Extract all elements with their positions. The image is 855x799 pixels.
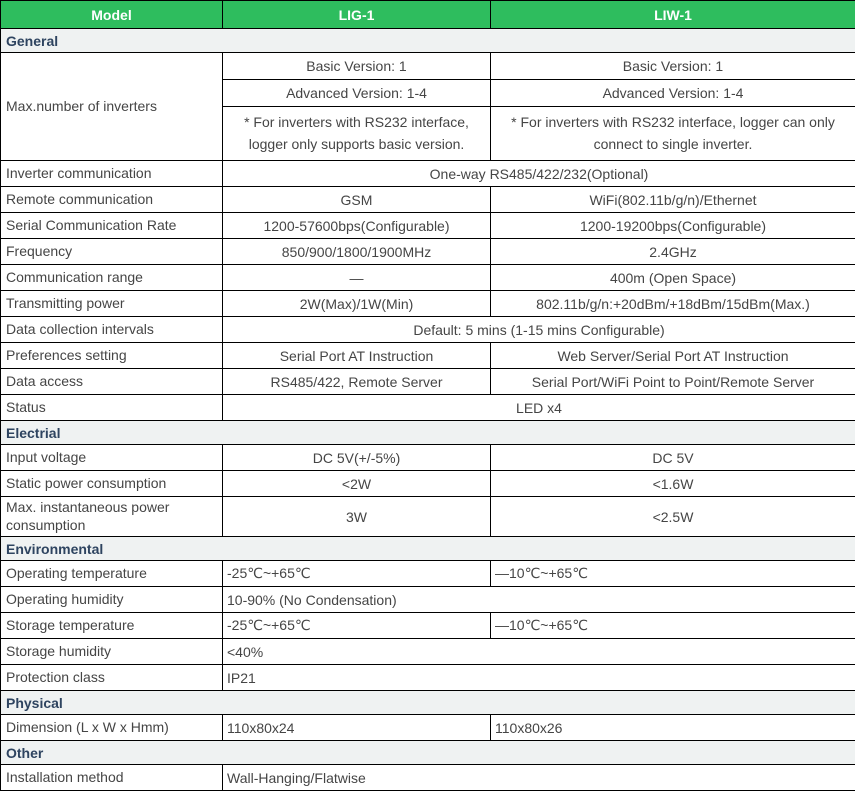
value-operating-temperature-lig1: -25℃~+65℃ <box>223 561 491 587</box>
row-operating-temperature <box>1 561 855 587</box>
row-label-transmitting-power: Transmitting power <box>1 291 223 317</box>
value-operating-humidity: 10-90% (No Condensation) <box>223 587 855 613</box>
value-remote-communication-liw1: WiFi(802.11b/g/n)/Ethernet <box>491 187 855 213</box>
value-storage-temperature-liw1: —10℃~+65℃ <box>491 613 855 639</box>
row-label-status: Status <box>1 395 223 421</box>
section-row-other <box>1 741 855 765</box>
value-basic-liw1: Basic Version: 1 <box>491 53 855 80</box>
row-label-inverter-communication: Inverter communication <box>1 161 223 187</box>
row-protection-class <box>1 665 855 691</box>
value-static-power-liw1: <1.6W <box>491 471 855 497</box>
value-static-power-lig1: <2W <box>223 471 491 497</box>
value-transmitting-power-lig1: 2W(Max)/1W(Min) <box>223 291 491 317</box>
row-transmitting-power <box>1 291 855 317</box>
value-advanced-liw1: Advanced Version: 1-4 <box>491 80 855 107</box>
section-row-electrial <box>1 421 855 445</box>
value-inverter-communication: One-way RS485/422/232(Optional) <box>223 161 855 187</box>
value-dimension-lig1: 110x80x24 <box>223 715 491 741</box>
row-serial-rate <box>1 213 855 239</box>
section-row-general <box>1 29 855 53</box>
value-serial-rate-liw1: 1200-19200bps(Configurable) <box>491 213 855 239</box>
value-storage-temperature-lig1: -25℃~+65℃ <box>223 613 491 639</box>
value-installation-method: Wall-Hanging/Flatwise <box>223 765 855 791</box>
section-title-electrial: Electrial <box>1 421 855 445</box>
header-cell-liw1: LIW-1 <box>491 1 855 29</box>
row-input-voltage <box>1 445 855 471</box>
row-data-access <box>1 369 855 395</box>
value-protection-class: IP21 <box>223 665 855 691</box>
value-status: LED x4 <box>223 395 855 421</box>
section-row-physical <box>1 691 855 715</box>
row-preferences <box>1 343 855 369</box>
row-label-dimension: Dimension (L x W x Hmm) <box>1 715 223 741</box>
row-dimension <box>1 715 855 741</box>
header-cell-lig1: LIG-1 <box>223 1 491 29</box>
value-frequency-liw1: 2.4GHz <box>491 239 855 265</box>
row-label-operating-humidity: Operating humidity <box>1 587 223 613</box>
value-remote-communication-lig1: GSM <box>223 187 491 213</box>
value-data-collection: Default: 5 mins (1-15 mins Configurable) <box>223 317 855 343</box>
value-preferences-lig1: Serial Port AT Instruction <box>223 343 491 369</box>
row-communication-range <box>1 265 855 291</box>
value-note-liw1: * For inverters with RS232 interface, logger can only connect to single inverter. <box>491 107 855 161</box>
row-remote-communication <box>1 187 855 213</box>
value-data-access-liw1: Serial Port/WiFi Point to Point/Remote Server <box>491 369 855 395</box>
section-title-general: General <box>1 29 855 53</box>
row-label-max-instantaneous-power: Max. instantaneous power consumption <box>1 497 223 537</box>
value-dimension-liw1: 110x80x26 <box>491 715 855 741</box>
row-label-remote-communication: Remote communication <box>1 187 223 213</box>
row-label-data-access: Data access <box>1 369 223 395</box>
row-static-power <box>1 471 855 497</box>
row-label-serial-rate: Serial Communication Rate <box>1 213 223 239</box>
table-header-row <box>1 1 855 29</box>
value-serial-rate-lig1: 1200-57600bps(Configurable) <box>223 213 491 239</box>
row-max-inverters-basic <box>1 53 855 80</box>
row-label-installation-method: Installation method <box>1 765 223 791</box>
row-frequency <box>1 239 855 265</box>
value-input-voltage-lig1: DC 5V(+/-5%) <box>223 445 491 471</box>
row-storage-temperature <box>1 613 855 639</box>
row-label-storage-temperature: Storage temperature <box>1 613 223 639</box>
value-communication-range-lig1: — <box>223 265 491 291</box>
value-note-lig1: * For inverters with RS232 interface, logger only supports basic version. <box>223 107 491 161</box>
row-label-frequency: Frequency <box>1 239 223 265</box>
row-label-max-inverters: Max.number of inverters <box>1 53 223 161</box>
row-label-protection-class: Protection class <box>1 665 223 691</box>
value-frequency-lig1: 850/900/1800/1900MHz <box>223 239 491 265</box>
row-label-communication-range: Communication range <box>1 265 223 291</box>
row-label-storage-humidity: Storage humidity <box>1 639 223 665</box>
header-cell-model: Model <box>1 1 223 29</box>
value-preferences-liw1: Web Server/Serial Port AT Instruction <box>491 343 855 369</box>
value-transmitting-power-liw1: 802.11b/g/n:+20dBm/+18dBm/15dBm(Max.) <box>491 291 855 317</box>
row-inverter-communication <box>1 161 855 187</box>
value-storage-humidity: <40% <box>223 639 855 665</box>
value-communication-range-liw1: 400m (Open Space) <box>491 265 855 291</box>
row-label-static-power: Static power consumption <box>1 471 223 497</box>
value-advanced-lig1: Advanced Version: 1-4 <box>223 80 491 107</box>
value-max-instantaneous-power-lig1: 3W <box>223 497 491 537</box>
value-basic-lig1: Basic Version: 1 <box>223 53 491 80</box>
value-operating-temperature-liw1: —10℃~+65℃ <box>491 561 855 587</box>
row-storage-humidity <box>1 639 855 665</box>
row-label-data-collection: Data collection intervals <box>1 317 223 343</box>
section-title-physical: Physical <box>1 691 855 715</box>
row-status <box>1 395 855 421</box>
row-label-input-voltage: Input voltage <box>1 445 223 471</box>
value-max-instantaneous-power-liw1: <2.5W <box>491 497 855 537</box>
section-title-other: Other <box>1 741 855 765</box>
section-title-environmental: Environmental <box>1 537 855 561</box>
row-data-collection <box>1 317 855 343</box>
row-label-preferences: Preferences setting <box>1 343 223 369</box>
value-data-access-lig1: RS485/422, Remote Server <box>223 369 491 395</box>
value-input-voltage-liw1: DC 5V <box>491 445 855 471</box>
row-installation-method <box>1 765 855 791</box>
row-label-operating-temperature: Operating temperature <box>1 561 223 587</box>
row-max-instantaneous-power <box>1 497 855 537</box>
section-row-environmental <box>1 537 855 561</box>
row-operating-humidity <box>1 587 855 613</box>
